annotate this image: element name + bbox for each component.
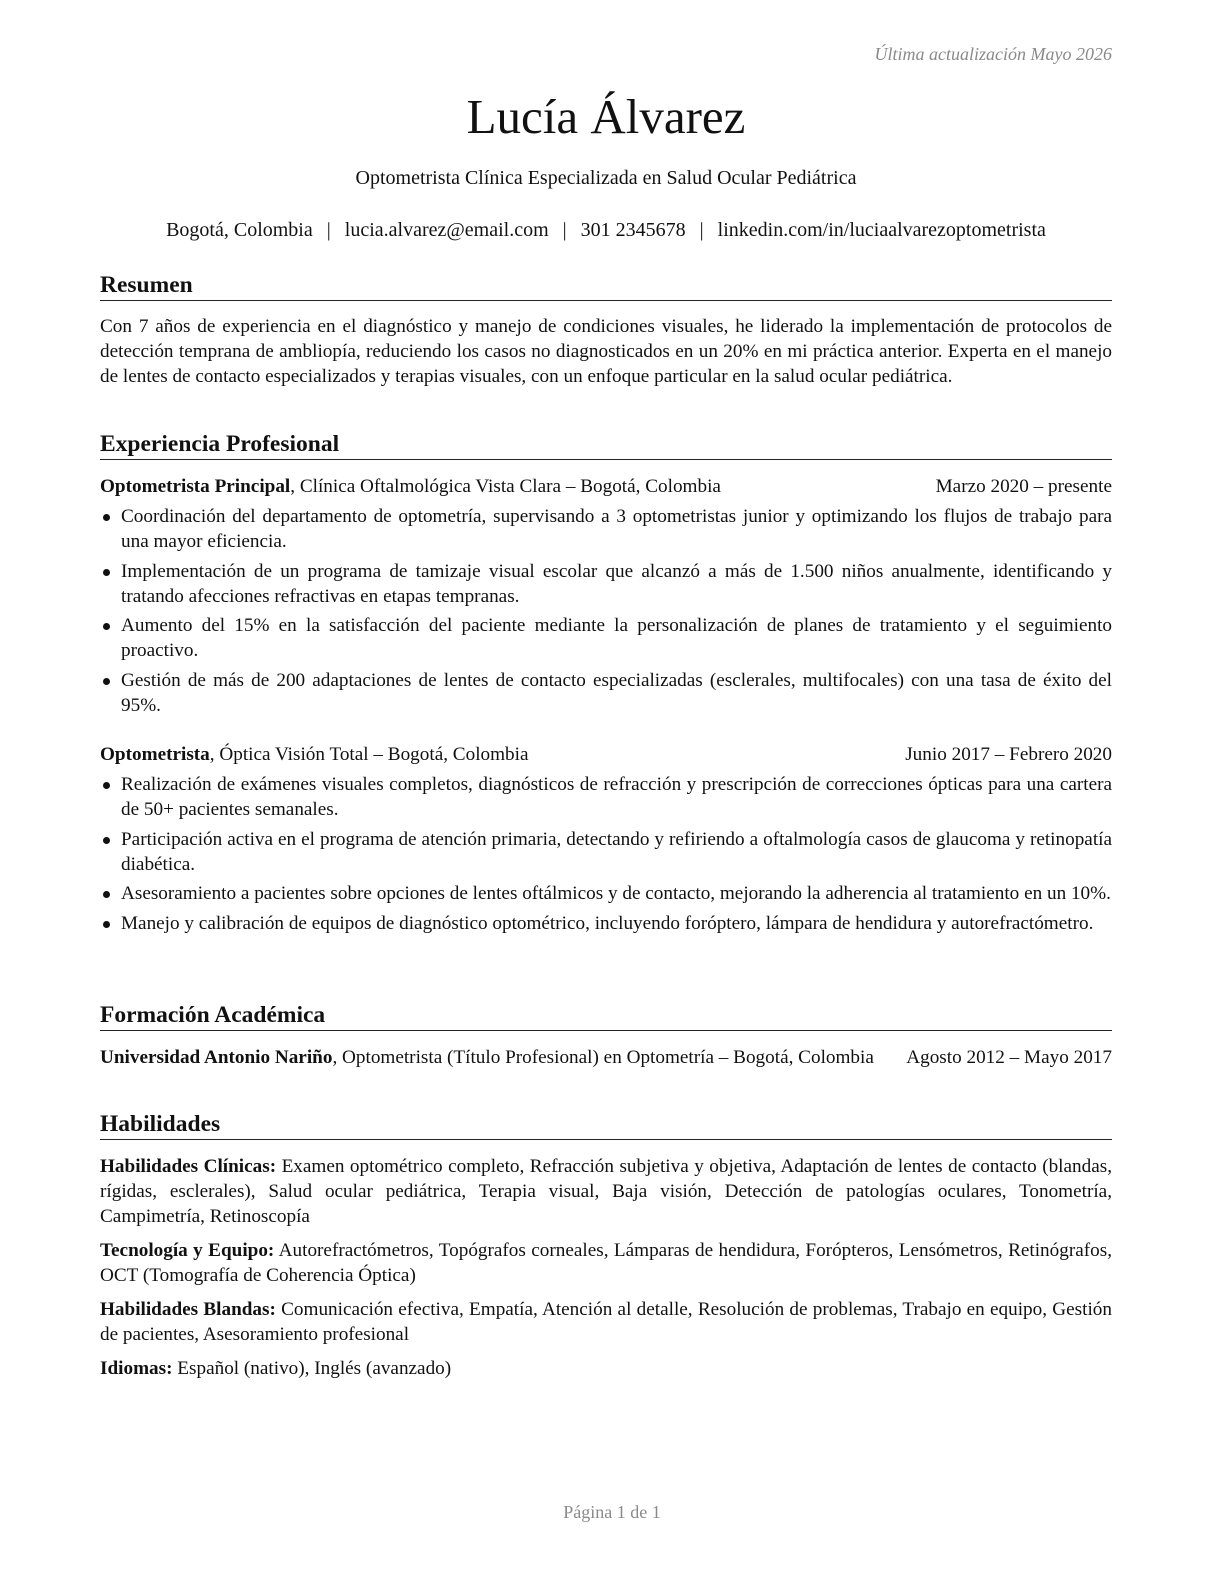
candidate-name: Lucía Álvarez xyxy=(466,89,746,144)
skill-text: Comunicación efectiva, Empatía, Atención al detalle, Resolución de problemas, Trabajo en equipo, Gestión de pacientes, Asesoramiento profesional xyxy=(100,1299,1112,1345)
skill-group xyxy=(100,1154,1112,1229)
contact-email[interactable]: lucia.alvarez@email.com xyxy=(344,219,549,241)
list-item xyxy=(100,772,1112,822)
contact-separator: | xyxy=(699,219,704,241)
last-updated: Última actualización Mayo 2026 xyxy=(874,44,1112,64)
contact-linkedin[interactable]: linkedin.com/in/luciaalvarezoptometrista xyxy=(717,219,1046,241)
bullet-text: Aumento del 15% en la satisfacción del paciente mediante la personalización de planes de tratamiento y el seguimiento proactivo. xyxy=(121,615,1112,661)
bullet-text: Asesoramiento a pacientes sobre opciones de lentes oftálmicos y de contacto, mejorando la adherencia al tratamiento en un 10%. xyxy=(121,883,1111,904)
resume-page xyxy=(100,0,1112,1584)
list-item xyxy=(100,668,1112,718)
section-title-summary: Resumen xyxy=(100,270,1112,301)
contact-separator: | xyxy=(326,219,331,241)
bullet-icon xyxy=(103,678,110,685)
skill-label: Idiomas: xyxy=(100,1358,173,1379)
skill-text: Español (nativo), Inglés (avanzado) xyxy=(172,1358,452,1379)
bullet-text: Realización de exámenes visuales completos, diagnósticos de refracción y prescripción de correcciones ópticas para una cartera de 50+ pacientes semanales. xyxy=(121,774,1112,820)
contact-separator: | xyxy=(562,219,567,241)
skill-text: Examen optométrico completo, Refracción subjetiva y objetiva, Adaptación de lentes de contacto (blandas, rígidas, esclerales), Salud ocular pediátrica, Terapia visual, Baja visión, Detección de patologías oculares, Tonometría, Campimetría, Retinoscopía xyxy=(100,1156,1112,1227)
job-header xyxy=(100,474,1112,499)
skill-group xyxy=(100,1356,1112,1381)
job-dates: Marzo 2020 – presente xyxy=(935,476,1112,497)
bullet-text: Implementación de un programa de tamizaje visual escolar que alcanzó a más de 1.500 niños anualmente, identificando y tratando afecciones refractivas en etapas tempranas. xyxy=(121,560,1112,607)
bullet-icon xyxy=(103,837,110,844)
page-number: Página 1 de 1 xyxy=(563,1502,661,1522)
bullet-icon xyxy=(103,569,110,576)
skill-group xyxy=(100,1238,1112,1288)
skill-label: Tecnología y Equipo: xyxy=(100,1240,275,1261)
bullet-text: Participación activa en el programa de atención primaria, detectando y refiriendo a oftalmología casos de glaucoma y retinopatía diabética. xyxy=(121,828,1112,875)
list-item xyxy=(100,504,1112,554)
bullet-text: Gestión de más de 200 adaptaciones de lentes de contacto especializadas (esclerales, multifocales) con una tasa de éxito del 95%. xyxy=(121,669,1112,716)
list-item xyxy=(100,881,1112,906)
professional-headline: Optometrista Clínica Especializada en Salud Ocular Pediátrica xyxy=(355,167,857,189)
skill-label: Habilidades Clínicas: xyxy=(100,1156,277,1177)
bullet-icon xyxy=(103,782,110,789)
job-organization: , Clínica Oftalmológica Vista Clara – Bogotá, Colombia xyxy=(290,476,721,497)
job-bullets xyxy=(100,772,1112,940)
contact-line xyxy=(0,219,1212,242)
job-dates: Junio 2017 – Febrero 2020 xyxy=(905,744,1112,765)
bullet-icon xyxy=(103,891,110,898)
section-title-education: Formación Académica xyxy=(100,1000,1112,1031)
education-school: Universidad Antonio Nariño xyxy=(100,1047,333,1068)
education-dates: Agosto 2012 – Mayo 2017 xyxy=(906,1047,1112,1068)
bullet-icon xyxy=(103,921,110,928)
summary-text: Con 7 años de experiencia en el diagnóstico y manejo de condiciones visuales, he liderado la implementación de protocolos de detección temprana de ambliopía, reduciendo los casos no diagnosticados en un 20% en mi práctica anterior. Experta en el manejo de lentes de contacto especializados y terapias visuales, con un enfoque particular en la salud ocular pediátrica. xyxy=(100,316,1112,387)
job-role: Optometrista xyxy=(100,744,210,765)
list-item xyxy=(100,827,1112,877)
job-role: Optometrista Principal xyxy=(100,476,291,497)
job-header xyxy=(100,742,1112,767)
section-title-skills: Habilidades xyxy=(100,1109,1112,1140)
skill-label: Habilidades Blandas: xyxy=(100,1299,276,1320)
bullet-icon xyxy=(103,623,110,630)
list-item xyxy=(100,911,1112,936)
education-entry xyxy=(100,1045,1112,1070)
bullet-icon xyxy=(103,514,110,521)
job-organization: , Óptica Visión Total – Bogotá, Colombia xyxy=(209,744,529,765)
skill-group xyxy=(100,1297,1112,1347)
contact-phone: 301 2345678 xyxy=(580,219,686,241)
list-item xyxy=(100,559,1112,609)
education-detail: , Optometrista (Título Profesional) en Optometría – Bogotá, Colombia xyxy=(332,1047,874,1068)
bullet-text: Manejo y calibración de equipos de diagnóstico optométrico, incluyendo foróptero, lámpara de hendidura y autorefractómetro. xyxy=(121,912,1094,934)
job-bullets xyxy=(100,504,1112,722)
section-title-experience: Experiencia Profesional xyxy=(100,429,1112,460)
contact-location: Bogotá, Colombia xyxy=(166,219,313,241)
bullet-text: Coordinación del departamento de optometría, supervisando a 3 optometristas junior y optimizando los flujos de trabajo para una mayor eficiencia. xyxy=(121,506,1112,552)
skill-text: Autorefractómetros, Topógrafos corneales, Lámparas de hendidura, Forópteros, Lensómetros, Retinógrafos, OCT (Tomografía de Coherencia Óptica) xyxy=(100,1240,1112,1286)
list-item xyxy=(100,613,1112,663)
